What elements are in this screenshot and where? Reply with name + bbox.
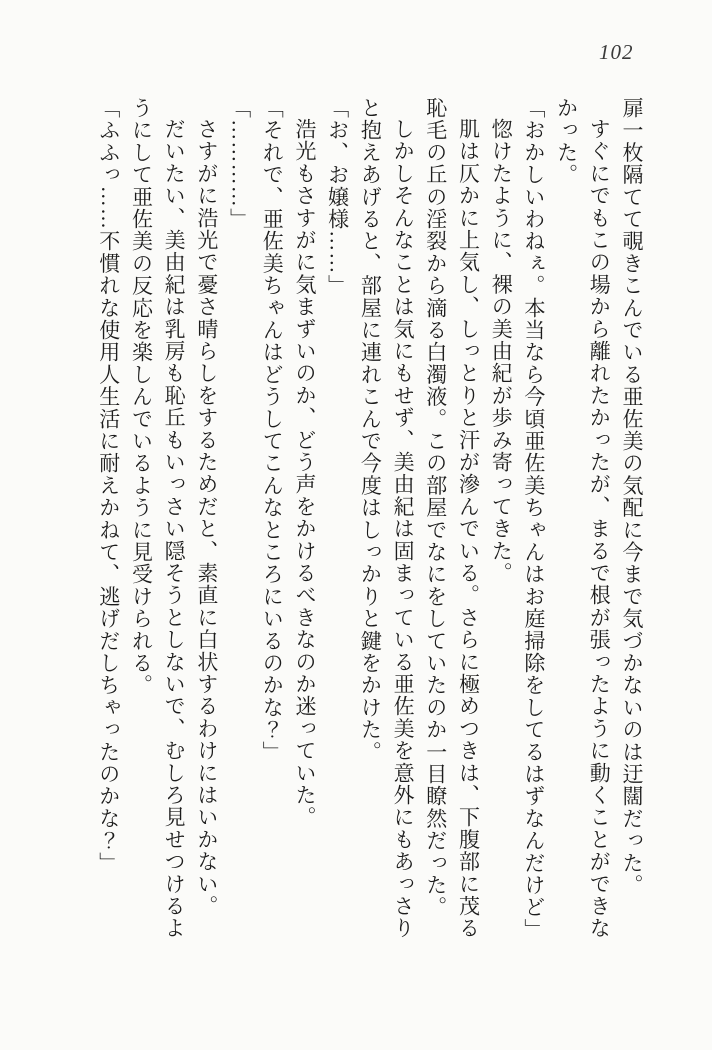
text-line: 「…………」: [227, 97, 252, 231]
text-block: [92, 97, 648, 943]
text-line: 扉一枚隔てて覗きこんでいる亜佐美の気配に今まで気づかないのは迂闊だった。: [620, 97, 644, 897]
text-line: 「それで、亜佐美ちゃんはどうしてこんなところにいるのかな？」: [260, 97, 285, 763]
text-line: さすがに浩光で憂さ晴らしをするためだと、素直に白状するわけにはいかない。: [194, 118, 219, 918]
text-line: かった。: [554, 97, 579, 186]
text-line: 惚けたように、裸の美由紀が歩み寄ってきた。: [489, 118, 514, 585]
text-line: と抱えあげると、部屋に連れこんで今度はしっかりと鍵をかけた。: [358, 97, 383, 763]
page-number: 102: [599, 40, 634, 64]
text-line: 肌は仄かに上気し、しっとりと汗が滲んでいる。さらに極めつきは、下腹部に茂る: [456, 118, 481, 940]
text-line: 「ふふっ……不慣れな使用人生活に耐えかねて、逃げだしちゃったのかな？」: [96, 97, 121, 874]
text-line: だいたい、美由紀は乳房も恥丘もいっさい隠そうとしないで、むしろ見せつけるよ: [162, 118, 187, 940]
text-line: 浩光もさすがに気まずいのか、どう声をかけるべきなのか迷っていた。: [292, 118, 317, 829]
text-line: うにして亜佐美の反応を楽しんでいるように見受けられる。: [129, 97, 154, 697]
text-line: しかしそんなことは気にもせず、美由紀は固まっている亜佐美を意外にもあっさり: [391, 118, 416, 940]
text-line: すぐにでもこの場から離れたかったが、まるで根が張ったように動くことができな: [587, 118, 612, 940]
text-line: 「おかしいわねぇ。本当なら今頃亜佐美ちゃんはお庭掃除をしてるはずなんだけど」: [521, 97, 546, 941]
text-line: 恥毛の丘の淫裂から滴る白濁液。この部屋でなにをしていたのか一目瞭然だった。: [423, 97, 448, 919]
text-line: 「お、お嬢様……」: [325, 97, 350, 297]
